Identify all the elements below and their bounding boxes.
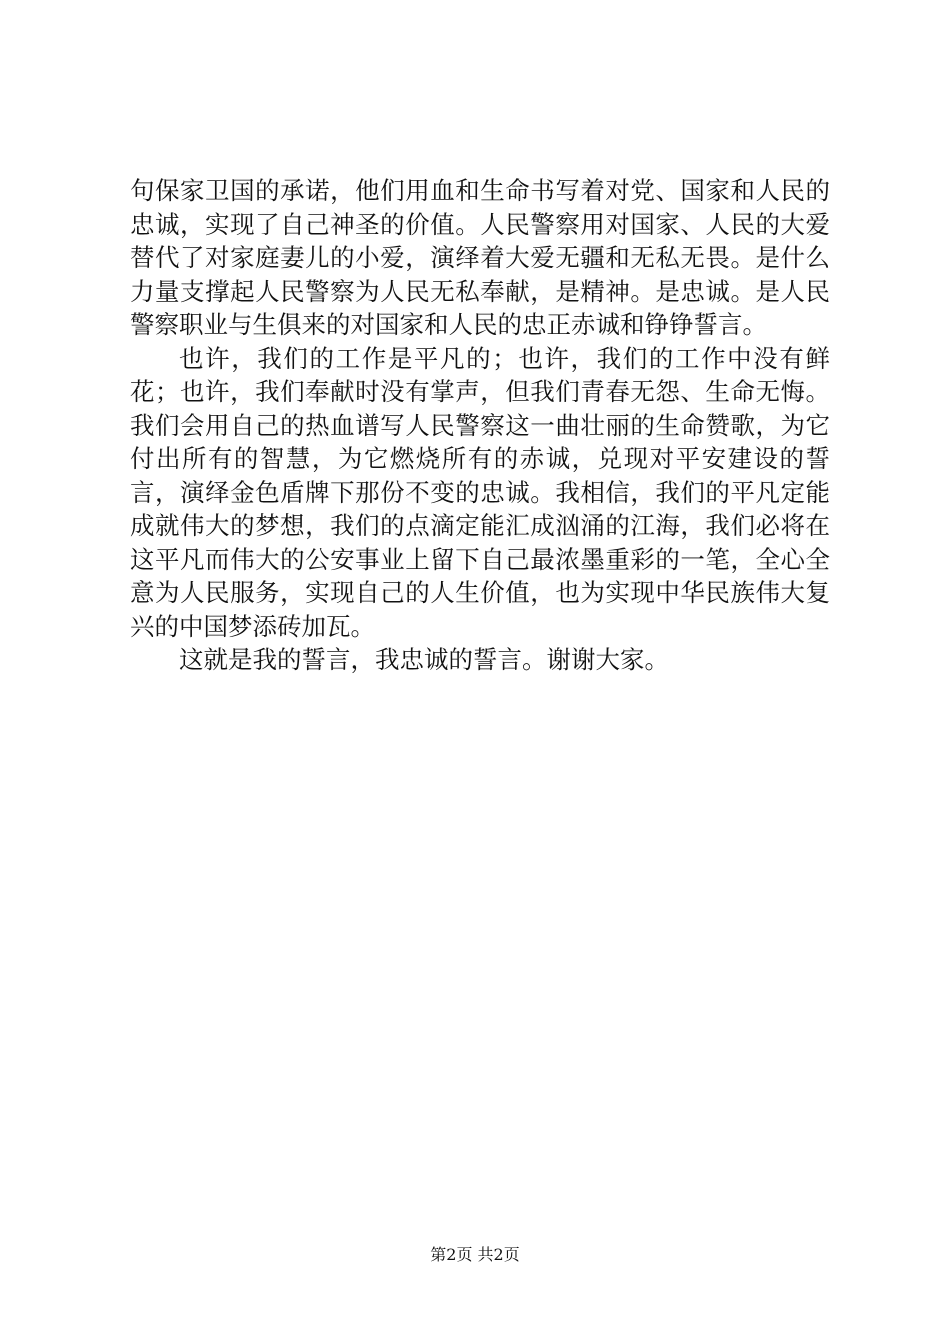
paragraph-closing: 这就是我的誓言，我忠诚的誓言。谢谢大家。 [179,645,669,674]
paragraph-continuation: 句保家卫国的承诺，他们用血和生命书写着对党、国家和人民的忠诚，实现了自己神圣的价值。人民警察用对国家、人民的大爱替代了对家庭妻儿的小爱，演绎着大爱无疆和无私无畏。是什么力量支撑起人民警察为人民无私奉献，是精神。是忠诚。是人民警察职业与生俱来的对国家和人民的忠正赤诚和铮铮誓言。 [130,176,830,339]
document-body [130,174,830,677]
page-footer: 第2页 共2页 [430,1245,520,1264]
paragraph-pledge: 也许，我们的工作是平凡的；也许，我们的工作中没有鲜花；也许，我们奉献时没有掌声，但我们青春无怨、生命无悔。我们会用自己的热血谱写人民警察这一曲壮丽的生命赞歌，为它付出所有的智慧，为它燃烧所有的赤诚，兑现对平安建设的誓言，演绎金色盾牌下那份不变的忠诚。我相信，我们的平凡定能成就伟大的梦想，我们的点滴定能汇成汹涌的江海，我们必将在这平凡而伟大的公安事业上留下自己最浓墨重彩的一笔，全心全意为人民服务，实现自己的人生价值，也为实现中华民族伟大复兴的中国梦添砖加瓦。 [130,343,830,641]
